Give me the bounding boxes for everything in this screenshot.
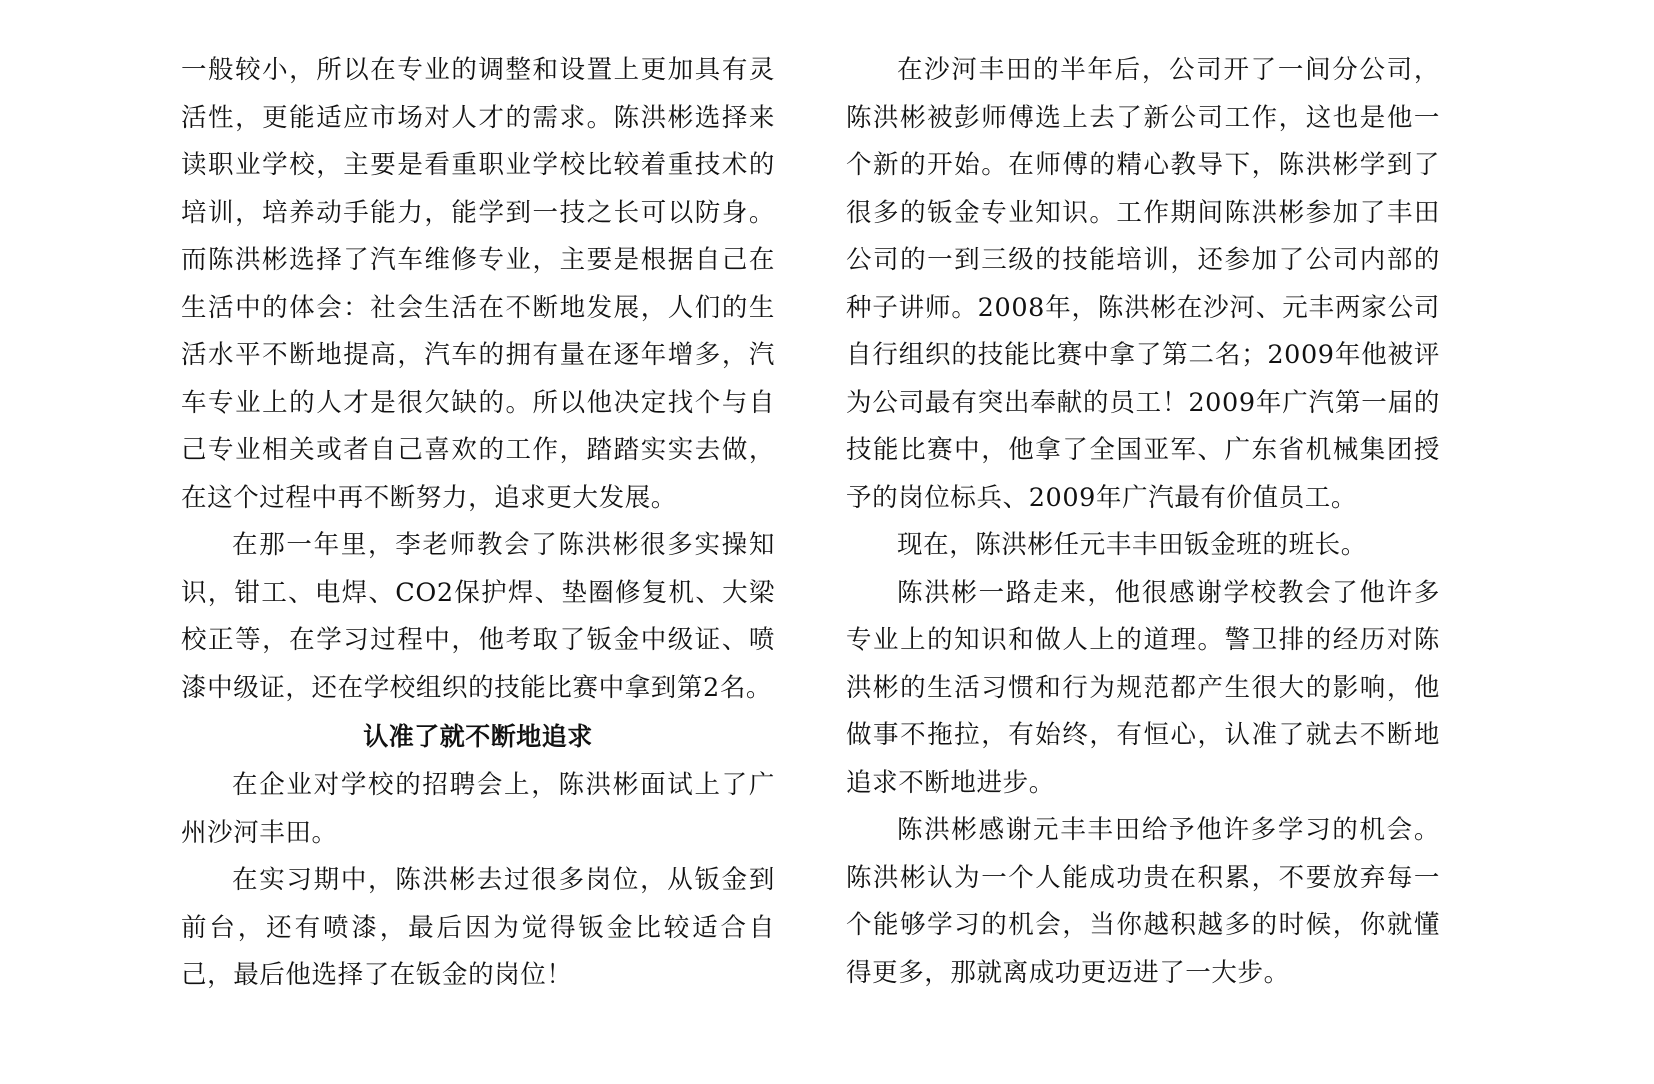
right-paragraph-3: 陈洪彬一路走来，他很感谢学校教会了他许多专业上的知识和做人上的道理。警卫排的经历对陈洪彬的生活习惯和行为规范都产生很大的影响，他做事不拖拉，有始终，有恒心，认准了就去不断地追求不断地进步。: [846, 577, 1440, 798]
right-paragraph-4: 陈洪彬感谢元丰丰田给予他许多学习的机会。陈洪彬认为一个人能成功贵在积累，不要放弃每一个能够学习的机会，当你越积越多的时候，你就懂得更多，那就离成功更迈进了一大步。: [846, 815, 1440, 988]
left-paragraph-3: 在企业对学校的招聘会上，陈洪彬面试上了广州沙河丰田。: [181, 770, 775, 848]
right-paragraph-1: 在沙河丰田的半年后，公司开了一间分公司，陈洪彬被彭师傅选上去了新公司工作，这也是他一个新的开始。在师傅的精心教导下，陈洪彬学到了很多的钣金专业知识。工作期间陈洪彬参加了丰田公司的一到三级的技能培训，还参加了公司内部的种子讲师。2008年，陈洪彬在沙河、元丰两家公司自行组织的技能比赛中拿了第二名；2009年他被评为公司最有突出奉献的员工！2009年广汽第一届的技能比赛中，他拿了全国亚军、广东省机械集团授予的岗位标兵、2009年广汽最有价值员工。: [846, 55, 1440, 513]
left-paragraph-1: 一般较小，所以在专业的调整和设置上更加具有灵活性，更能适应市场对人才的需求。陈洪彬选择来读职业学校，主要是看重职业学校比较着重技术的培训，培养动手能力，能学到一技之长可以防身。而陈洪彬选择了汽车维修专业，主要是根据自己在生活中的体会：社会生活在不断地发展，人们的生活水平不断地提高，汽车的拥有量在逐年增多，汽车专业上的人才是很欠缺的。所以他决定找个与自己专业相关或者自己喜欢的工作，踏踏实实去做，在这个过程中再不断努力，追求更大发展。: [181, 55, 775, 513]
section-heading: 认准了就不断地追求: [363, 722, 593, 751]
left-column: [181, 47, 775, 1000]
left-paragraph-2: 在那一年里，李老师教会了陈洪彬很多实操知识，钳工、电焊、CO2保护焊、垫圈修复机、大梁校正等，在学习过程中，他考取了钣金中级证、喷漆中级证，还在学校组织的技能比赛中拿到第2名。: [181, 530, 775, 703]
left-paragraph-4: 在实习期中，陈洪彬去过很多岗位，从钣金到前台，还有喷漆，最后因为觉得钣金比较适合自己，最后他选择了在钣金的岗位！: [181, 865, 775, 990]
right-paragraph-2: 现在，陈洪彬任元丰丰田钣金班的班长。: [897, 530, 1367, 560]
right-column: [846, 47, 1440, 997]
